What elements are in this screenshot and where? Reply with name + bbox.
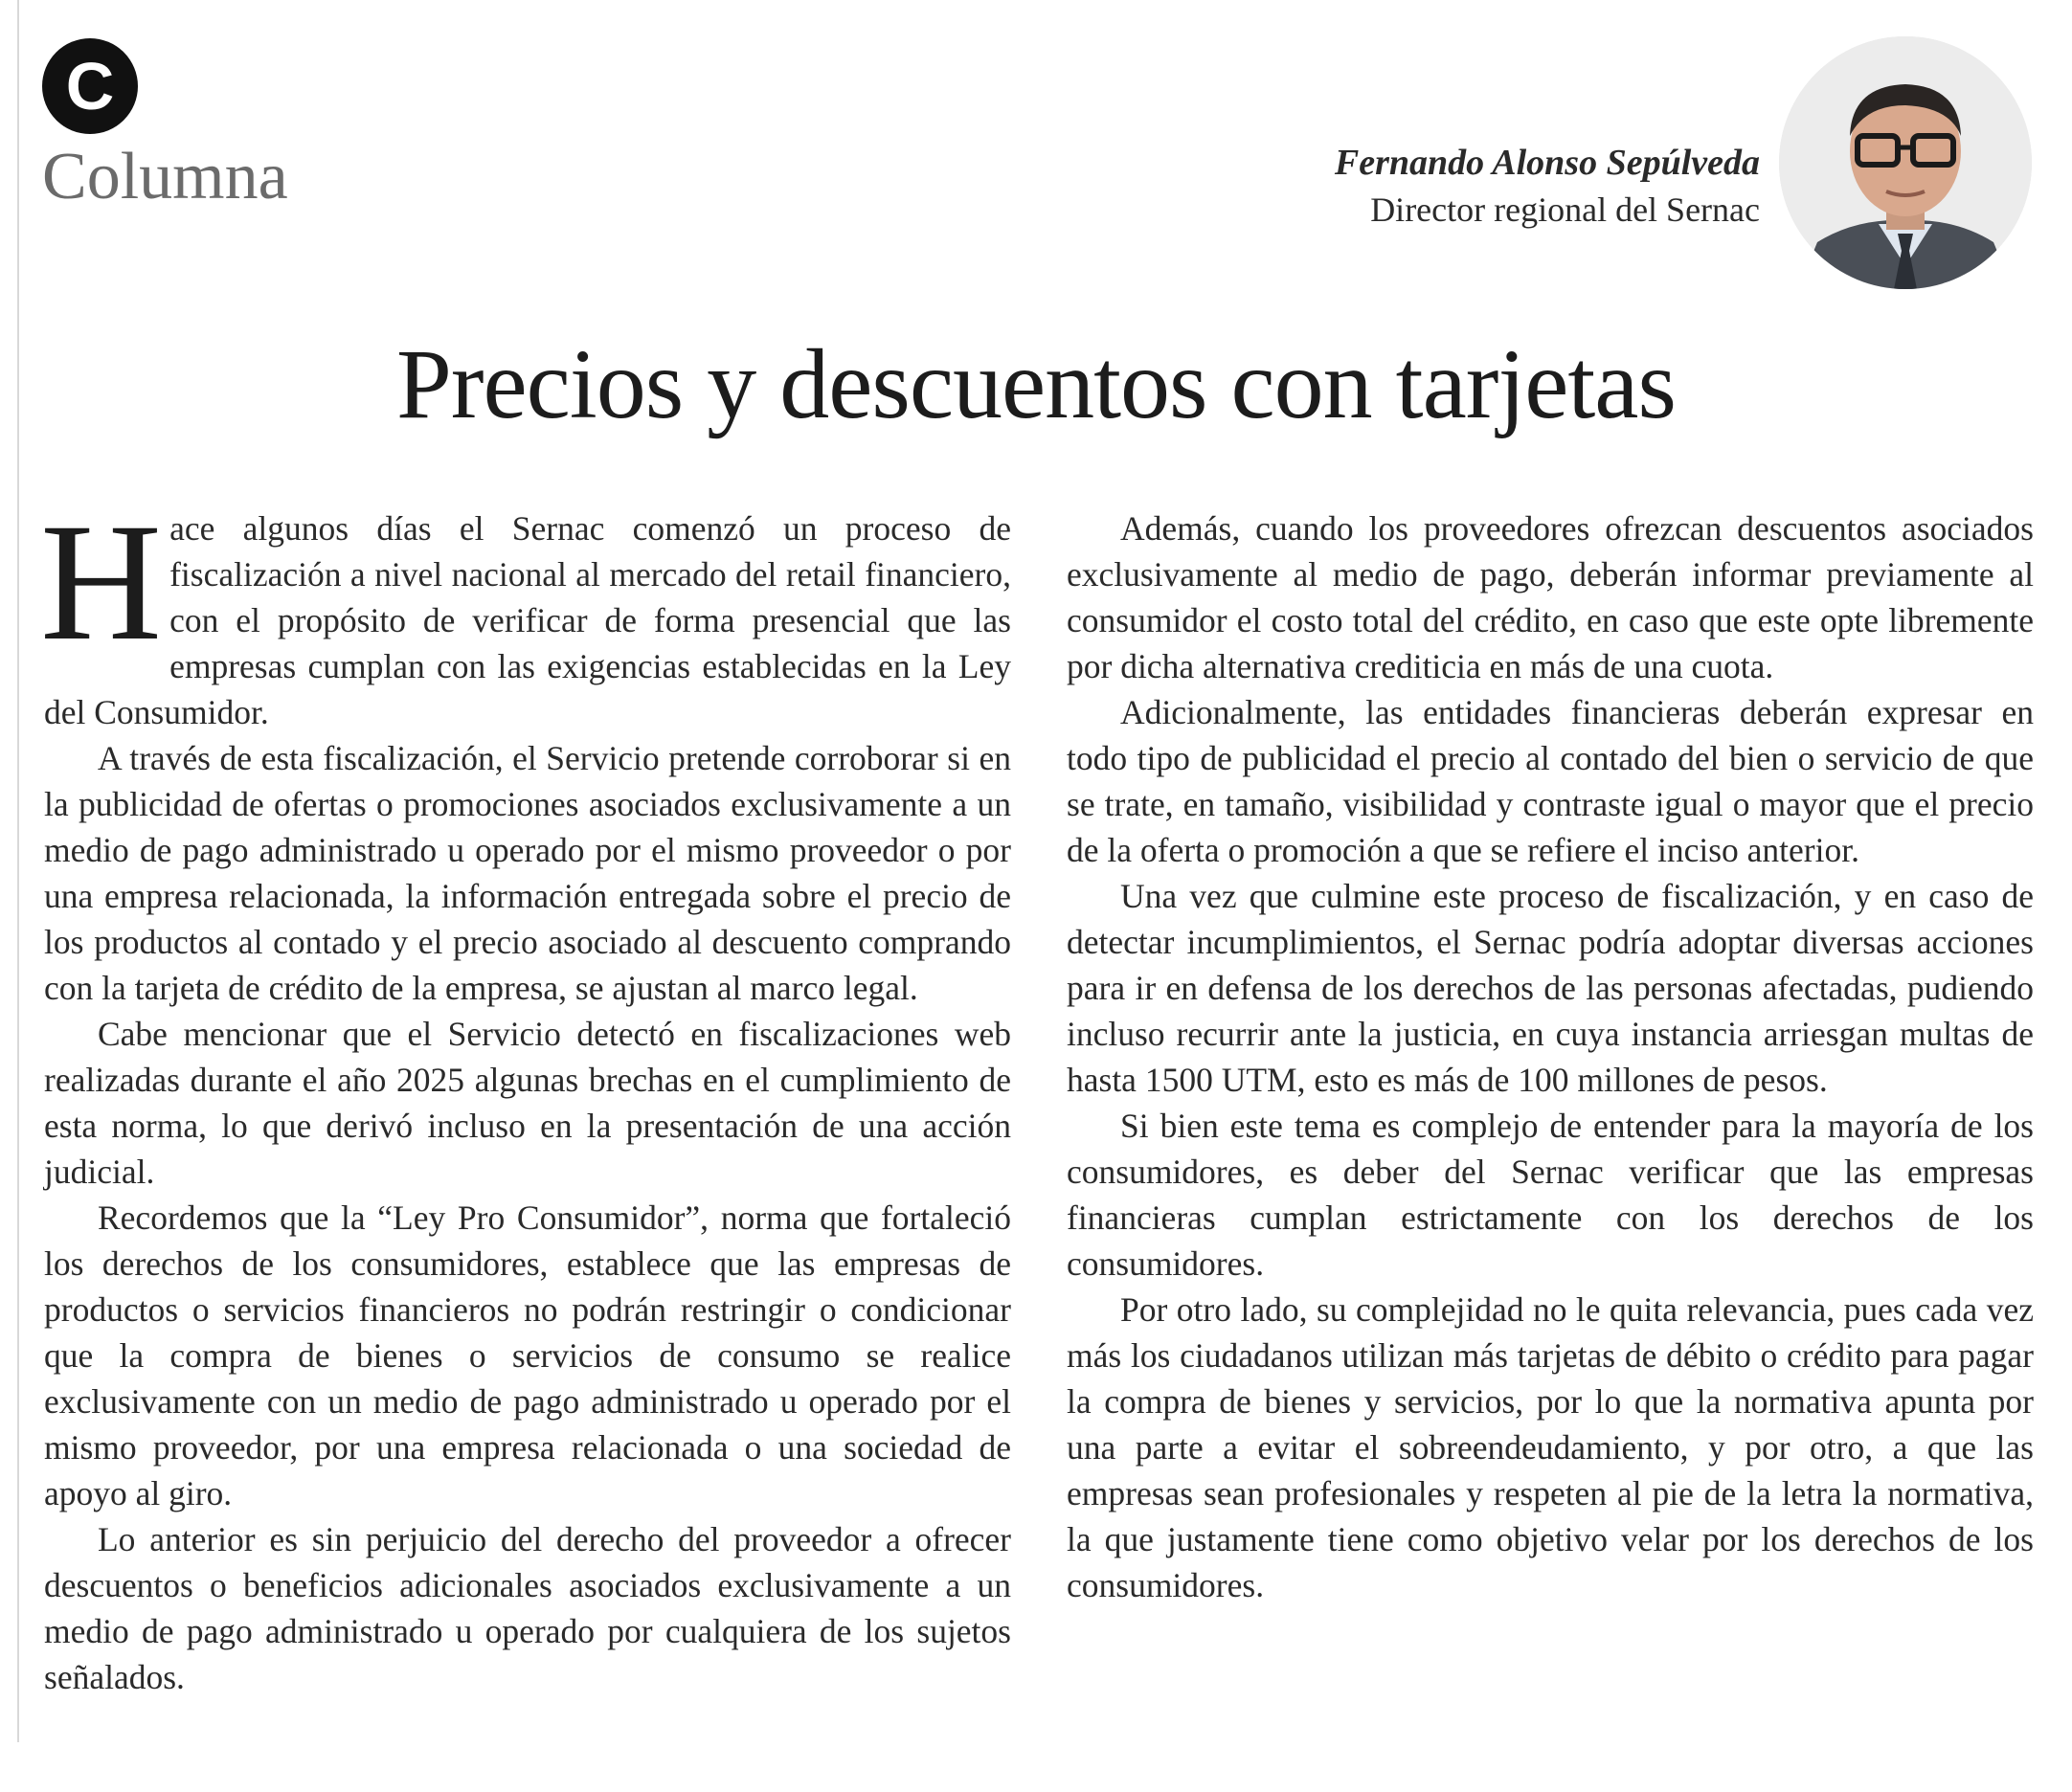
author-role: Director regional del Sernac	[1370, 190, 1760, 229]
drop-cap: H	[40, 489, 163, 676]
paragraph	[40, 489, 1011, 735]
paragraph: Además, cuando los proveedores ofrezcan descuentos asociados exclusivamente al medio de pago, deberán informar previamente al consumidor el costo total del crédito, en caso que este opte libremente por dicha alternativa crediticia en más de una cuota.	[1067, 509, 2034, 685]
byline	[1335, 140, 1760, 234]
author-name: Fernando Alonso Sepúlveda	[1334, 143, 1760, 183]
paragraph: Una vez que culmine este proceso de fiscalización, y en caso de detectar incumplimientos, el Sernac podría adoptar diversas acciones para ir en defensa de los derechos de las personas afectadas, pudiendo incluso recurrir ante la justicia, en cuya instancia arriesgan multas de hasta 1500 UTM, esto es más de 100 millones de pesos.	[1067, 877, 2034, 1099]
paragraph: Por otro lado, su complejidad no le quita relevancia, pues cada vez más los ciudadanos utilizan más tarjetas de débito o crédito para pagar la compra de bienes y servicios, por lo que la normativa apunta por una parte a evitar el sobreendeudamiento, y por otro, a que las empresas sean profesionales y respeten al pie de la letra la normativa, la que justamente tiene como objetivo velar por los derechos de los consumidores.	[1067, 1290, 2034, 1604]
paragraph: Recordemos que la “Ley Pro Consumidor”, norma que fortaleció los derechos de los consumidores, establece que las empresas de productos o servicios financieros no podrán restringir o condicionar que la compra de bienes o servicios de consumo se realice exclusivamente con un medio de pago administrado u operado por el mismo proveedor, por una empresa relacionada o una sociedad de apoyo al giro.	[44, 1198, 1011, 1512]
paragraph-text: ace algunos días el Sernac comenzó un proceso de fiscalización a nivel nacional al mercado del retail financiero, con el propósito de verificar de forma presencial que las empresas cumplan con las exigencias establecidas en la Ley del Consumidor.	[44, 509, 1011, 731]
paragraph: Si bien este tema es complejo de entender para la mayoría de los consumidores, es deber del Sernac verificar que las empresas financieras cumplan estrictamente con los derechos de los consumidores.	[1067, 1107, 2034, 1283]
author-photo	[1779, 36, 2032, 289]
article-column-left	[40, 489, 1011, 1700]
margin-rule	[17, 0, 19, 1742]
paragraph: A través de esta fiscalización, el Servicio pretende corroborar si en la publicidad de ofertas o promociones asociados exclusivamente a un medio de pago administrado u operado por el mismo proveedor o por una empresa relacionada, la información entregada sobre el precio de los productos al contado y el precio asociado al descuento comprando con la tarjeta de crédito de la empresa, se ajustan al marco legal.	[44, 739, 1011, 1007]
paragraph: Lo anterior es sin perjuicio del derecho del proveedor a ofrecer descuentos o beneficios adicionales asociados exclusivamente a un medio de pago administrado u operado por cualquiera de los sujetos señalados.	[44, 1520, 1011, 1696]
headline: Precios y descuentos con tarjetas	[396, 329, 1676, 439]
paragraph: Adicionalmente, las entidades financieras deberán expresar en todo tipo de publicidad el precio al contado del bien o servicio de que se trate, en tamaño, visibilidad y contraste igual o mayor que el precio de la oferta o promoción a que se refiere el inciso anterior.	[1067, 693, 2034, 869]
article-column-right	[1067, 505, 2034, 1608]
column-badge-icon: C	[42, 38, 138, 134]
section-label: Columna	[42, 140, 288, 213]
paragraph: Cabe mencionar que el Servicio detectó en fiscalizaciones web realizadas durante el año 2025 algunas brechas en el cumplimiento de esta norma, lo que derivó incluso en la presentación de una acción judicial.	[44, 1015, 1011, 1191]
